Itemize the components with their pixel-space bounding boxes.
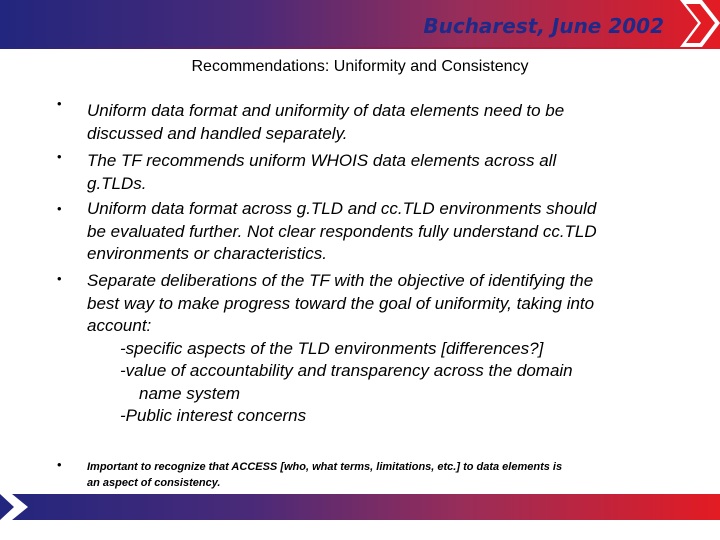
bullet-icon: • xyxy=(57,149,62,164)
header-title: Bucharest, June 2002 xyxy=(423,14,664,38)
bullet-line: g.TLDs. xyxy=(87,173,147,193)
slide-title: Recommendations: Uniformity and Consistency xyxy=(191,58,529,75)
footer-arrow-icon xyxy=(0,494,28,520)
bullet-item-1 xyxy=(87,100,707,145)
bullet-icon: • xyxy=(57,457,62,472)
bullet-line: be evaluated further. Not clear respondents fully understand cc.TLD xyxy=(87,221,597,241)
bullet-item-2 xyxy=(87,150,707,195)
logo-arrow-icon xyxy=(680,0,720,47)
bullet-line: Separate deliberations of the TF with the objective of identifying the xyxy=(87,271,594,290)
bullet-icon: • xyxy=(57,201,62,216)
bullet-item-3 xyxy=(87,198,707,266)
bullet-icon: • xyxy=(57,96,62,111)
bullet-icon: • xyxy=(57,271,62,286)
sub-item: -Public interest concerns xyxy=(120,406,307,425)
bullet-line: an aspect of consistency. xyxy=(87,477,221,489)
bullet-line: environments or characteristics. xyxy=(87,244,327,263)
bullet-line: Uniform data format and uniformity of data elements need to be xyxy=(87,101,565,120)
sub-item: -specific aspects of the TLD environments [differences?] xyxy=(120,338,544,358)
bullet-line: Uniform data format across g.TLD and cc.TLD environments should xyxy=(87,199,597,218)
footer-bar xyxy=(0,494,720,520)
header-divider xyxy=(0,47,720,49)
sub-item-continuation: name system xyxy=(139,383,241,403)
bullet-item-4 xyxy=(87,270,707,428)
bullet-line: best way to make progress toward the goal of uniformity, taking into xyxy=(87,293,595,313)
bullet-line: The TF recommends uniform WHOIS data elements across all xyxy=(87,151,557,170)
bullet-line: Important to recognize that ACCESS [who, what terms, limitations, etc.] to data elements is xyxy=(87,461,563,473)
bullet-line: discussed and handled separately. xyxy=(87,123,348,143)
sub-item: -value of accountability and transparency across the domain xyxy=(120,361,573,380)
bullet-item-5 xyxy=(87,459,707,491)
bullet-line: account: xyxy=(87,316,152,335)
